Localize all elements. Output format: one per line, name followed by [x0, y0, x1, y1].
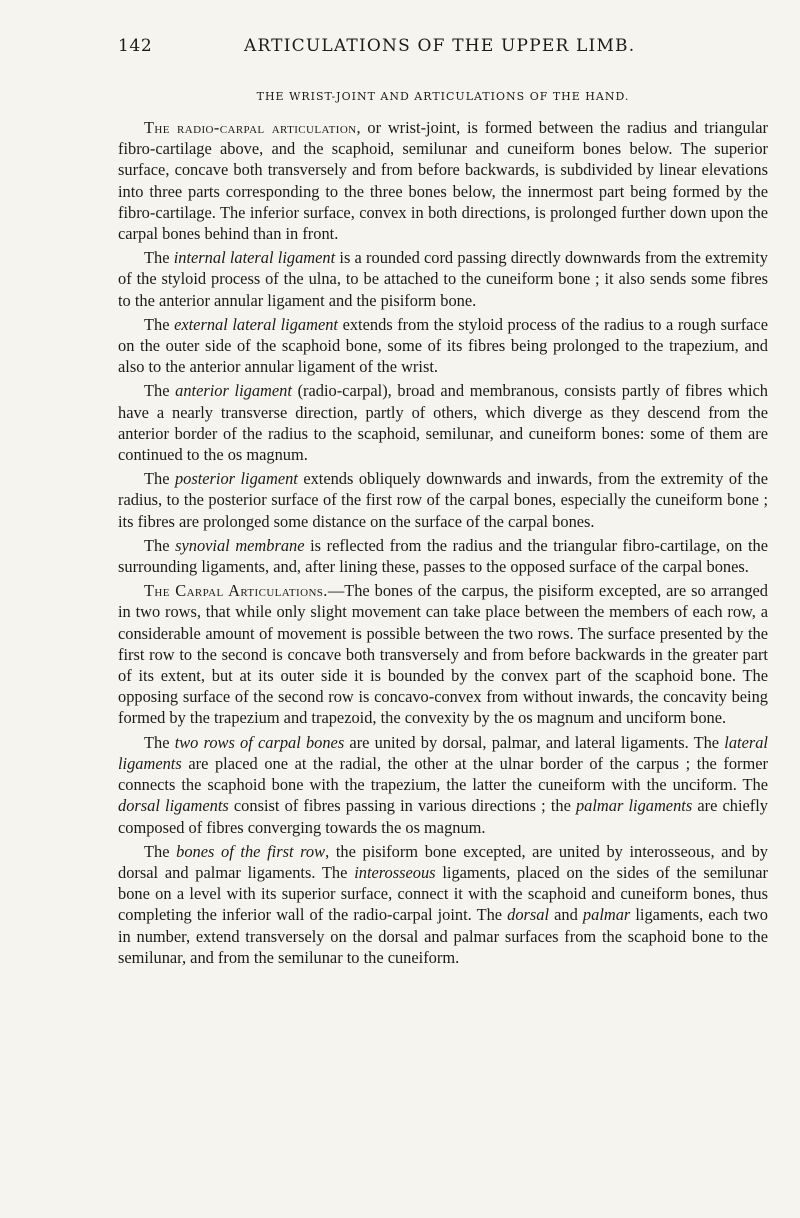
- text-run: The: [144, 381, 176, 401]
- text-run: The: [144, 469, 175, 489]
- text-run: extends obliquely downwards and inwards, from the extremity of the radius, to the posterior surface of the first row of the carpal bones, especially the cuneiform bone ; its fibres are prolonged some distance on the surface of the carpal bones.: [118, 469, 768, 531]
- italic-term: palmar: [582, 905, 631, 925]
- paragraph-external-lateral-ligament: [118, 314, 768, 378]
- italic-term: interosseous: [354, 862, 436, 882]
- text-run: The: [144, 841, 177, 861]
- text-run: are chiefly composed of fibres converging towards the os magnum.: [118, 796, 768, 837]
- text-run: and: [549, 905, 583, 925]
- italic-term: dorsal: [507, 905, 550, 925]
- text-run: The: [144, 248, 174, 268]
- text-run: extends from the styloid process of the radius to a rough surface on the outer side of the scaphoid bone, some of its fibres being prolonged to the trapezium, and also to the anterior annular ligament of the wrist.: [118, 314, 768, 377]
- paragraph-two-rows: [118, 732, 768, 838]
- paragraph-text: —The bones of the carpus, the pisiform excepted, are so arranged in two rows, that while only slight movement can take place between the members of each row, a considerable amount of movement is possible between the two rows. The surface presented by the first row to the second is concave both transversely and from before backwards in the greater part of its extent, but at its outer side it is bounded by the convex part of the scaphoid bone. The opposing surface of the second row is concavo-convex from without inwards, the concavity being formed by the trapezium and trapezoid, the convexity by the os magnum and unciform bone.: [118, 581, 768, 728]
- italic-term: bones of the first row: [176, 841, 326, 861]
- body-text: [118, 117, 768, 971]
- italic-term: lateral ligaments: [118, 732, 768, 773]
- paragraph-first-row: [118, 841, 768, 968]
- text-run: consist of fibres passing in various directions ; the: [228, 796, 576, 816]
- text-run: (radio-carpal), broad and membranous, consists partly of fibres which have a nearly transverse direction, partly of others, which diverge as they descend from the anterior border of the radius to the scaphoid, semilunar, and cuneiform bones: some of them are continued to the os magnum.: [118, 381, 768, 465]
- italic-term: external lateral ligament: [174, 314, 338, 334]
- text-run: is reflected from the radius and the triangular fibro-cartilage, on the surrounding ligaments, and, after lining these, passes to the opposed surface of the carpal bones.: [118, 535, 768, 577]
- paragraph-posterior-ligament: [118, 468, 768, 532]
- paragraph-text: , or wrist-joint, is formed between the radius and triangular fibro-cartilage above, and the scaphoid, semilunar and cuneiform bones below. The superior surface, concave both transversely and from before backwards, is subdivided by linear elevations into three parts corresponding to the three bones below, the innermost part being formed by the fibro-cartilage. The inferior surface, convex in both directions, is prolonged further down upon the carpal bones behind than in front.: [118, 118, 768, 244]
- paragraph-synovial-membrane: [118, 535, 768, 577]
- page-number: 142: [118, 36, 153, 56]
- text-run: , the pisiform bone excepted, are united by interosseous, and by dorsal and palmar ligaments. The: [118, 841, 768, 882]
- text-run: ligaments, each two in number, extend transversely on the dorsal and palmar surfaces from the scaphoid bone to the semilunar, and from the semilunar to the cuneiform.: [118, 905, 768, 967]
- italic-term: anterior ligament: [175, 381, 292, 401]
- running-title: ARTICULATIONS OF THE UPPER LIMB.: [244, 36, 636, 56]
- text-run: are united by dorsal, palmar, and lateral ligaments. The: [344, 732, 725, 752]
- paragraph-lead: The radio-carpal articulation: [144, 118, 357, 137]
- italic-term: dorsal ligaments: [118, 796, 229, 816]
- text-run: ligaments, placed on the sides of the semilunar bone on a level with its superior surface, connect it with the scaphoid and cuneiform bones, thus completing the inferior wall of the radio-carpal joint. The: [118, 862, 768, 925]
- italic-term: palmar ligaments: [575, 796, 693, 816]
- italic-term: internal lateral ligament: [173, 248, 336, 268]
- text-run: are placed one at the radial, the other at the ulnar border of the carpus ; the former connects the scaphoid bone with the trapezium, the latter the cuneiform with the unciform. The: [118, 753, 768, 795]
- paragraph-internal-lateral-ligament: [118, 247, 768, 311]
- section-heading: THE WRIST-JOINT AND ARTICULATIONS OF THE HAND.: [256, 90, 630, 103]
- paragraph-lead: The Carpal Articulations.: [144, 581, 328, 601]
- italic-term: synovial membrane: [175, 535, 305, 555]
- paragraph-carpal-articulations: [118, 580, 768, 728]
- italic-term: two rows of carpal bones: [174, 732, 345, 752]
- paragraph-anterior-ligament: [118, 380, 768, 465]
- text-run: The: [144, 535, 176, 555]
- text-run: The: [144, 732, 175, 752]
- paragraph-radio-carpal: [118, 117, 768, 244]
- text-run: is a rounded cord passing directly downwards from the extremity of the styloid process of the ulna, to be attached to the cuneiform bone ; it also sends some fibres to the anterior annular ligament and the pisiform bone.: [118, 248, 768, 310]
- italic-term: posterior ligament: [174, 469, 298, 489]
- text-run: The: [144, 314, 175, 334]
